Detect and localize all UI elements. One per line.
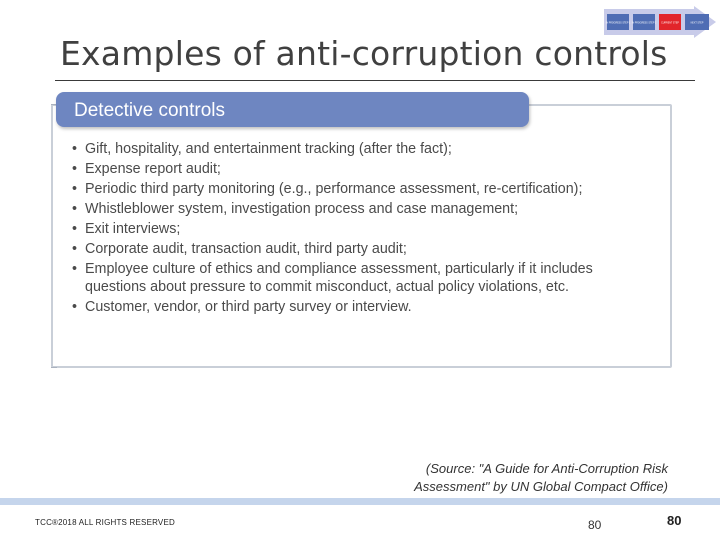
list-item	[72, 239, 647, 259]
list-item-text: Expense report audit;	[85, 161, 221, 177]
copyright-notice: TCC®2018 ALL RIGHTS RESERVED	[35, 518, 175, 527]
list-item-text: Gift, hospitality, and entertainment tracking (after the fact);	[85, 141, 452, 157]
bullet-dot: •	[72, 181, 78, 197]
list-item	[72, 219, 647, 239]
bullet-dot: •	[72, 299, 78, 315]
page-number-center: 80	[588, 518, 602, 532]
list-item-text: Exit interviews;	[85, 221, 181, 237]
nav-step-3-label: CURRENT STEP	[661, 22, 679, 25]
bullet-list	[72, 139, 647, 317]
list-item-text: Corporate audit, transaction audit, third party audit;	[85, 241, 407, 257]
list-item	[72, 180, 647, 198]
list-item-text: Whistleblower system, investigation process and case management;	[85, 201, 519, 217]
bullet-dot: •	[72, 161, 78, 177]
source-citation	[380, 460, 668, 496]
bullet-dot: •	[72, 261, 78, 277]
nav-step-1-label: IN PROGRESS STEP 1	[605, 22, 631, 25]
bullet-dot: •	[72, 141, 78, 157]
title-underline	[55, 80, 695, 81]
list-item	[72, 139, 647, 159]
list-item	[72, 260, 647, 296]
slide-title: Examples of anti-corruption controls	[60, 34, 668, 73]
list-item-text: Customer, vendor, or third party survey or interview.	[85, 299, 412, 315]
section-header-label: Detective controls	[74, 100, 226, 121]
list-item	[72, 199, 647, 219]
bullet-dot: •	[72, 201, 78, 217]
section-header	[56, 92, 529, 127]
bullet-dot: •	[72, 241, 78, 257]
list-item	[72, 159, 647, 179]
footer-bar	[0, 498, 720, 505]
nav-step-2-label: IN PROGRESS STEP 2	[631, 22, 657, 25]
nav-step-4-label: NEXT STEP	[690, 22, 704, 25]
page-number-right: 80	[667, 513, 682, 528]
list-item-text: Periodic third party monitoring (e.g., performance assessment, re-certification);	[85, 181, 583, 197]
source-line-1: (Source: "A Guide for Anti-Corruption Risk	[425, 461, 668, 476]
source-line-2: Assessment" by UN Global Compact Office)	[414, 479, 668, 494]
list-item	[72, 297, 647, 317]
bullet-dot: •	[72, 221, 78, 237]
list-item-text: Employee culture of ethics and compliance assessment, particularly if it includes questions about pressure to commit misconduct, actual policy violations, etc.	[85, 261, 593, 295]
